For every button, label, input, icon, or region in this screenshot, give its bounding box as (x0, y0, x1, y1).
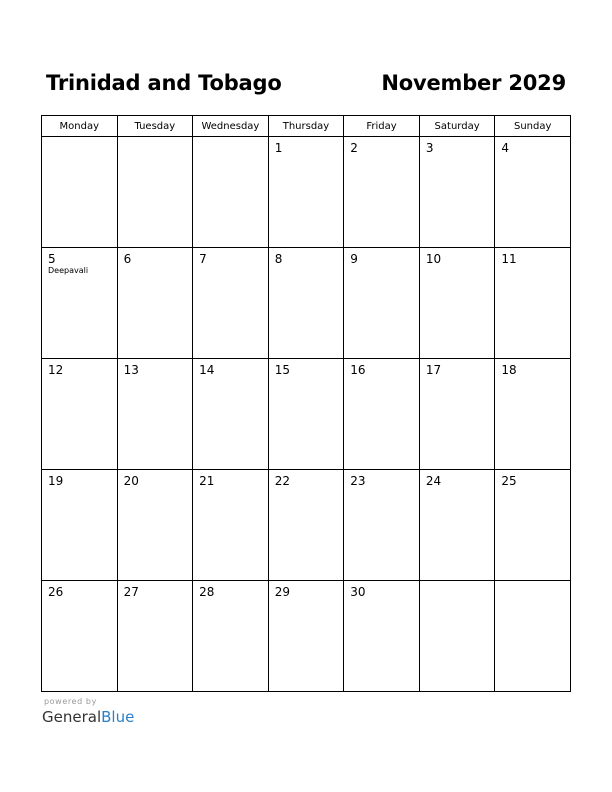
weekday-wednesday: Wednesday (193, 116, 269, 137)
day-cell (193, 248, 269, 359)
day-cell (117, 248, 193, 359)
day-cell (193, 137, 269, 248)
weekday-saturday: Saturday (419, 116, 495, 137)
day-number: 12 (48, 363, 64, 377)
day-cell (193, 470, 269, 581)
day-number: 25 (501, 474, 517, 488)
day-number: 7 (199, 252, 207, 266)
day-cell (344, 248, 420, 359)
powered-by-label: powered by (44, 697, 97, 706)
day-cell (344, 137, 420, 248)
day-cell (117, 137, 193, 248)
weekday-monday: Monday (42, 116, 118, 137)
day-cell (42, 581, 118, 692)
day-number: 15 (274, 363, 290, 377)
day-number: 26 (48, 585, 64, 599)
day-number: 8 (274, 252, 283, 266)
country-title: Trinidad and Tobago (46, 71, 282, 95)
day-number: 4 (501, 141, 510, 155)
week-row (42, 248, 571, 359)
day-cell (495, 581, 571, 692)
day-cell (495, 359, 571, 470)
day-cell (419, 248, 495, 359)
day-number: 18 (501, 363, 517, 377)
generalblue-logo[interactable] (42, 708, 134, 726)
weekday-sunday: Sunday (495, 116, 571, 137)
day-cell (268, 137, 344, 248)
day-number: 6 (123, 252, 132, 266)
day-cell (344, 581, 420, 692)
day-number: 23 (350, 474, 366, 488)
day-cell (268, 359, 344, 470)
day-number: 9 (350, 252, 358, 266)
day-number: 30 (350, 585, 366, 599)
day-number: 3 (425, 141, 434, 155)
day-cell (419, 470, 495, 581)
week-row (42, 581, 571, 692)
day-number: 5 (48, 252, 56, 266)
day-cell (495, 248, 571, 359)
day-number: 27 (123, 585, 139, 599)
holiday-label: Deepavali (48, 266, 89, 275)
weekday-thursday: Thursday (268, 116, 344, 137)
day-cell (193, 359, 269, 470)
weekday-header-row (42, 116, 571, 137)
day-cell (419, 581, 495, 692)
day-cell (42, 248, 118, 359)
day-number: 21 (199, 474, 215, 488)
day-number: 19 (48, 474, 64, 488)
day-cell (42, 137, 118, 248)
day-cell (419, 359, 495, 470)
day-number: 11 (501, 252, 517, 266)
day-cell (495, 470, 571, 581)
brand-blue-text: Blue (101, 708, 135, 726)
day-cell (268, 470, 344, 581)
day-number: 20 (123, 474, 139, 488)
day-number: 14 (199, 363, 215, 377)
weekday-tuesday: Tuesday (117, 116, 193, 137)
day-cell (193, 581, 269, 692)
day-cell (268, 248, 344, 359)
day-number: 24 (425, 474, 442, 488)
day-cell (117, 581, 193, 692)
week-row (42, 470, 571, 581)
day-number: 13 (123, 363, 139, 377)
day-cell (42, 359, 118, 470)
month-year-title: November 2029 (381, 71, 566, 95)
day-cell (42, 470, 118, 581)
day-number: 29 (274, 585, 290, 599)
day-cell (268, 581, 344, 692)
day-number: 10 (425, 252, 442, 266)
day-cell (117, 470, 193, 581)
day-cell (344, 470, 420, 581)
day-cell (495, 137, 571, 248)
calendar-grid (41, 115, 571, 692)
weekday-friday: Friday (344, 116, 420, 137)
day-number: 16 (350, 363, 366, 377)
week-row (42, 137, 571, 248)
day-number: 17 (425, 363, 442, 377)
day-cell (344, 359, 420, 470)
week-row (42, 359, 571, 470)
day-number: 1 (274, 141, 283, 155)
brand-general-text: General (42, 708, 102, 726)
day-number: 2 (350, 141, 358, 155)
day-number: 22 (274, 474, 290, 488)
day-cell (419, 137, 495, 248)
day-number: 28 (199, 585, 215, 599)
day-cell (117, 359, 193, 470)
